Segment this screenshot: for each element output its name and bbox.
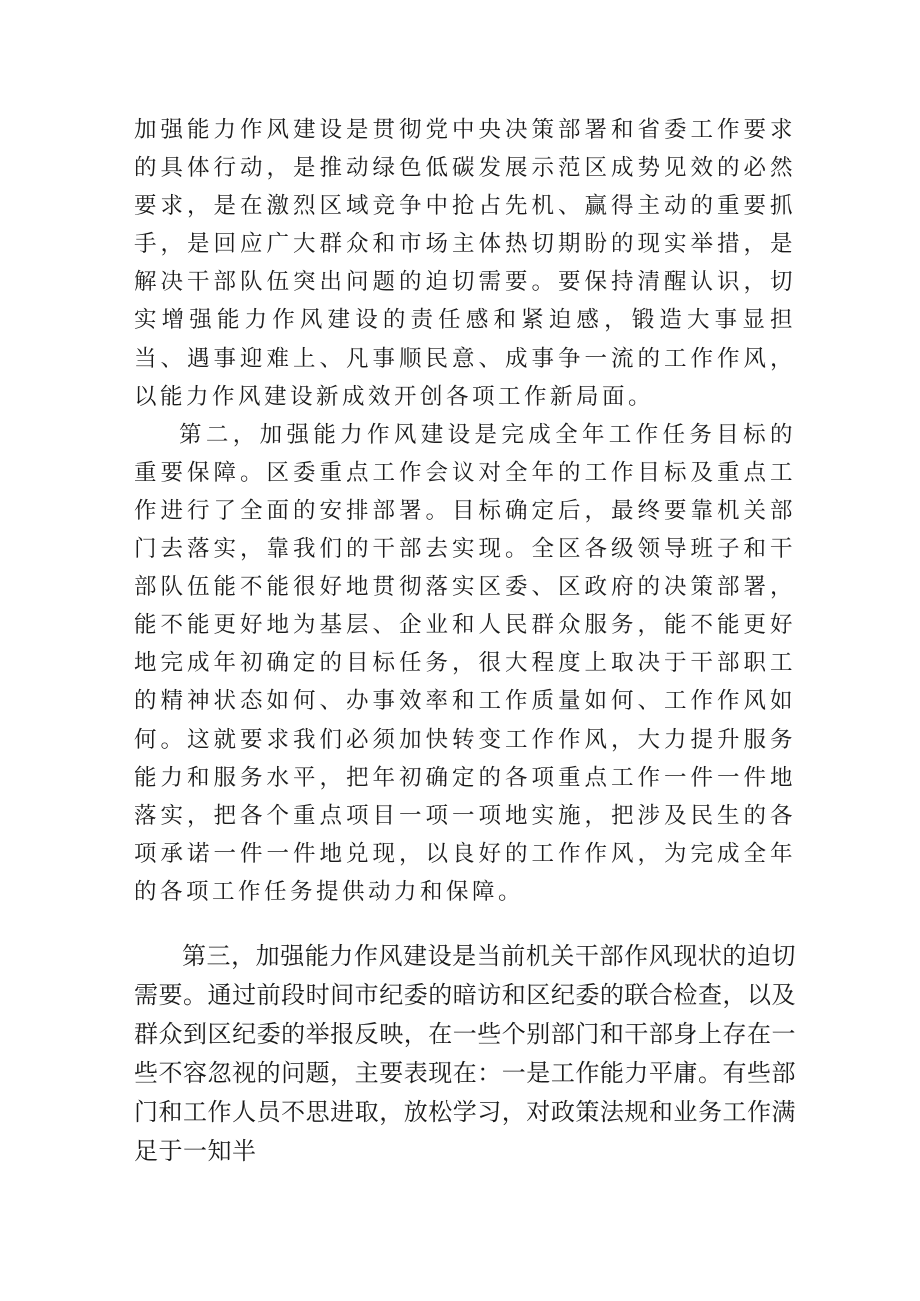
- paragraph-second-point: 第二，加强能力作风建设是完成全年工作任务目标的重要保障。区委重点工作会议对全年的工作目标及重点工作进行了全面的安排部署。目标确定后，最终要靠机关部门去落实，靠我们的干部去实现。全区各级领导班子和干部队伍能不能很好地贯彻落实区委、区政府的决策部署，能不能更好地为基层、企业和人民群众服务，能不能更好地完成年初确定的目标任务，很大程度上取决于干部职工的精神状态如何、办事效率和工作质量如何、工作作风如何。这就要求我们必须加快转变工作作风，大力提升服务能力和服务水平，把年初确定的各项重点工作一件一件地落实，把各个重点项目一项一项地实施，把涉及民生的各项承诺一件一件地兑现，以良好的工作作风，为完成全年的各项工作任务提供动力和保障。: [134, 421, 796, 905]
- paragraph-continuation: 加强能力作风建设是贯彻党中央决策部署和省委工作要求的具体行动，是推动绿色低碳发展示范区成势见效的必然要求，是在激烈区域竞争中抢占先机、赢得主动的重要抓手，是回应广大群众和市场主体热切期盼的现实举措，是解决干部队伍突出问题的迫切需要。要保持清醒认识，切实增强能力作风建设的责任感和紧迫感，锻造大事显担当、遇事迎难上、凡事顺民意、成事争一流的工作作风，以能力作风建设新成效开创各项工作新局面。: [134, 117, 796, 410]
- document-body-upper: [134, 111, 796, 911]
- paragraph-third-point: 第三，加强能力作风建设是当前机关干部作风现状的迫切需要。通过前段时间市纪委的暗访和区纪委的联合检查，以及群众到区纪委的举报反映，在一些个别部门和干部身上存在一些不容忽视的问题，主要表现在：一是工作能力平庸。有些部门和工作人员不思进取，放松学习，对政策法规和业务工作满足于一知半: [134, 942, 796, 1165]
- document-body-lower: [134, 937, 796, 1171]
